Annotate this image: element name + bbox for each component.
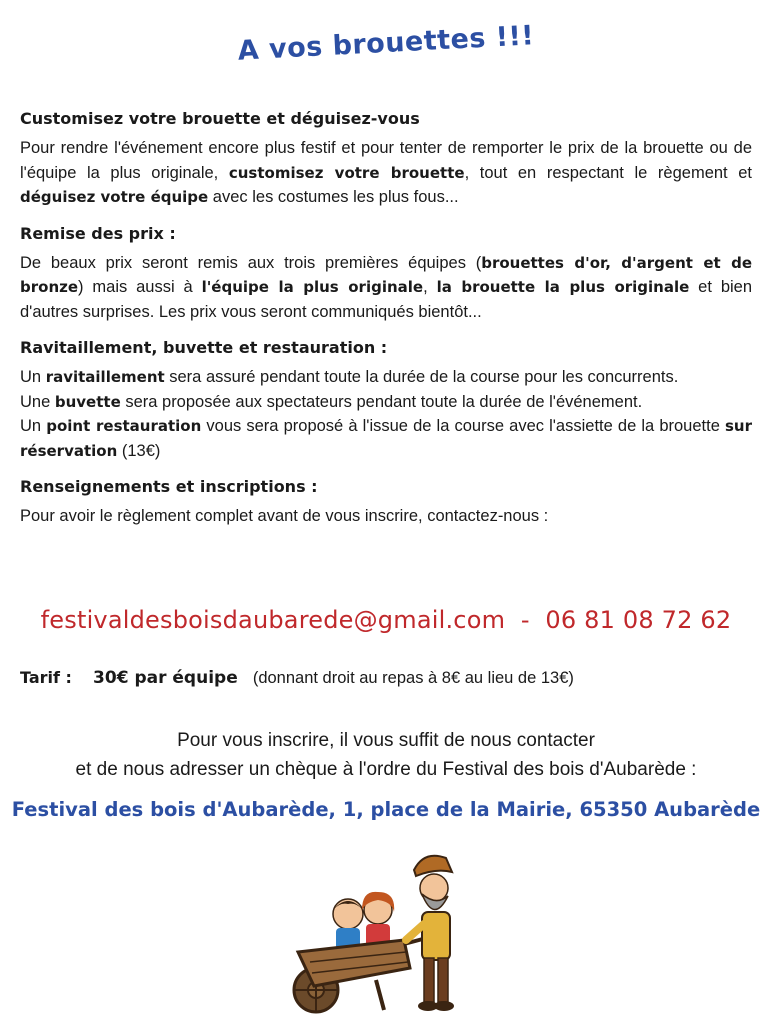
tarif-price: 30€ par équipe (93, 668, 238, 688)
tarif-label: Tarif : (20, 668, 72, 687)
phone-number[interactable]: 06 81 08 72 62 (545, 606, 732, 634)
section-heading-renseignements: Renseignements et inscriptions : (20, 477, 318, 496)
festival-address: Festival des bois d'Aubarède, 1, place de la Mairie, 65350 Aubarède (11, 798, 761, 821)
section-text-customisation: Pour rendre l'événement encore plus festif et pour tenter de remporter le prix de la brouette ou de l'équipe la plus originale, customisez votre brouette, tout en respectant le règement et déguisez votre équipe avec les costumes les plus fous... (20, 139, 752, 206)
section-text-prix: De beaux prix seront remis aux trois premières équipes (brouettes d'or, d'argent et de bronze) mais aussi à l'équipe la plus originale, la brouette la plus originale et bien d'autres surprises. Les prix vous seront communiqués bientôt... (20, 253, 753, 321)
tarif-note: (donnant droit au repas à 8€ au lieu de 13€) (252, 669, 574, 687)
inscription-text (0, 726, 772, 784)
section-heading-ravitaillement: Ravitaillement, buvette et restauration : (20, 338, 388, 357)
tarif-line (20, 668, 574, 688)
main-content (20, 108, 752, 529)
section-heading-customisation: Customisez votre brouette et déguisez-vous (20, 109, 420, 128)
contact-line (0, 606, 772, 634)
page-title: A vos brouettes !!! (237, 20, 535, 67)
inscription-line-1: Pour vous inscrire, il vous suffit de nous contacter (177, 730, 595, 751)
section-text-ravitaillement: Un ravitaillement sera assuré pendant toute la durée de la course pour les concurrents. Une buvette sera proposée aux spectateurs pendant toute la durée de l'événement. Un point restauration vous sera proposé à l'issue de la course avec l'assiette de la brouette sur réservation (13€) (20, 368, 752, 460)
wheelbarrow-illustration (276, 840, 476, 1020)
section-heading-prix: Remise des prix : (20, 223, 176, 243)
section-text-renseignements: Pour avoir le règlement complet avant de vous inscrire, contactez-nous : (20, 507, 549, 525)
inscription-line-2: et de nous adresser un chèque à l'ordre du Festival des bois d'Aubarède : (75, 759, 697, 780)
contact-separator: - (505, 606, 546, 634)
email-link[interactable]: festivaldesboisdaubarede@gmail.com (40, 606, 506, 634)
